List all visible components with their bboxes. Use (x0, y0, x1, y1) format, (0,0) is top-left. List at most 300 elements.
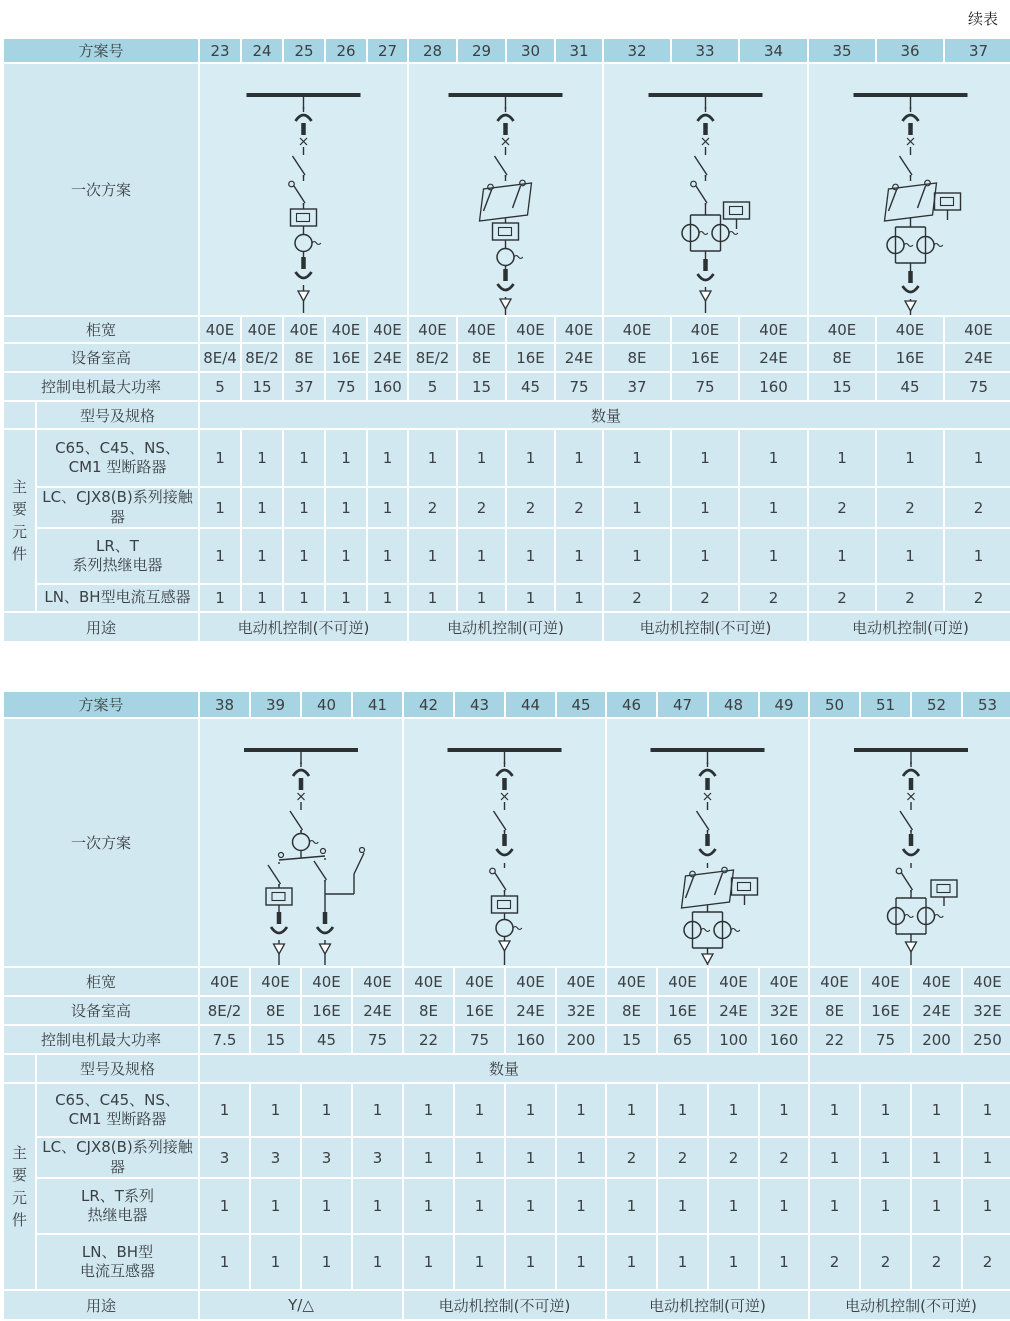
value-cell-equipment_room_height: 16E (657, 996, 708, 1025)
component-quantity-cell: 1 (944, 429, 1010, 487)
motor-control-reversible-2ct-icon (810, 65, 1010, 315)
component-quantity-cell: 1 (408, 584, 457, 612)
component-label: LR、T 系列热继电器 (36, 528, 199, 584)
value-cell-equipment_room_height: 24E (739, 343, 808, 372)
row-label-usage: 用途 (3, 612, 199, 642)
component-quantity-cell: 1 (708, 1083, 759, 1137)
component-quantity-cell: 1 (556, 1137, 606, 1178)
value-cell-cabinet_width: 40E (671, 316, 739, 343)
value-cell-equipment_room_height: 8E/2 (199, 996, 250, 1025)
diagram-cell-motor-control-nonreversible-2ct (603, 63, 808, 316)
diagram-cell-motor-control-reversible-2ct (808, 63, 1010, 316)
row-label-equipment_room_height: 设备室高 (3, 343, 199, 372)
component-quantity-cell: 3 (199, 1137, 250, 1178)
component-quantity-cell: 1 (241, 487, 283, 528)
value-cell-max_motor_power: 5 (199, 372, 241, 401)
scheme-number: 27 (367, 38, 408, 63)
component-quantity-cell: 1 (708, 1234, 759, 1290)
main-components-vertical-label: 主 要 元 件 (3, 1083, 36, 1290)
value-cell-equipment_room_height: 8E (809, 996, 860, 1025)
component-quantity-cell: 1 (759, 1178, 809, 1234)
component-quantity-cell: 1 (944, 528, 1010, 584)
component-quantity-cell: 2 (860, 1234, 911, 1290)
component-quantity-cell: 1 (759, 1234, 809, 1290)
component-quantity-cell: 1 (454, 1234, 505, 1290)
motor-control-reversible-2ct-b-icon (608, 720, 807, 965)
value-cell-max_motor_power: 45 (876, 372, 944, 401)
usage-cell: 电动机控制(可逆) (808, 612, 1010, 642)
motor-control-nonreversible-2ct-icon (605, 65, 806, 315)
scheme-number: 44 (505, 691, 556, 718)
value-cell-max_motor_power: 75 (325, 372, 367, 401)
component-quantity-cell: 2 (739, 584, 808, 612)
value-cell-equipment_room_height: 24E (367, 343, 408, 372)
component-quantity-cell: 2 (962, 1234, 1010, 1290)
scheme-number: 42 (403, 691, 454, 718)
component-quantity-cell: 2 (657, 1137, 708, 1178)
value-cell-equipment_room_height: 32E (759, 996, 809, 1025)
schemes-23-37 (2, 37, 1010, 643)
value-cell-cabinet_width: 40E (944, 316, 1010, 343)
component-quantity-cell: 2 (457, 487, 506, 528)
component-quantity-cell: 2 (876, 584, 944, 612)
value-cell-equipment_room_height: 8E (457, 343, 506, 372)
value-cell-cabinet_width: 40E (606, 967, 657, 996)
component-quantity-cell: 1 (367, 429, 408, 487)
value-cell-max_motor_power: 22 (809, 1025, 860, 1054)
scheme-number: 29 (457, 38, 506, 63)
component-quantity-cell: 3 (352, 1137, 403, 1178)
component-quantity-cell: 1 (603, 487, 671, 528)
component-quantity-cell: 1 (199, 528, 241, 584)
component-quantity-cell: 1 (283, 429, 325, 487)
component-label: LR、T系列 热继电器 (36, 1178, 199, 1234)
component-quantity-cell: 1 (403, 1083, 454, 1137)
value-cell-cabinet_width: 40E (860, 967, 911, 996)
value-cell-cabinet_width: 40E (506, 316, 555, 343)
motor-control-nonreversible-icon (201, 65, 406, 315)
value-cell-equipment_room_height: 24E (911, 996, 962, 1025)
component-quantity-cell: 1 (325, 487, 367, 528)
scheme-number: 53 (962, 691, 1010, 718)
value-cell-max_motor_power: 5 (408, 372, 457, 401)
schemes-38-53 (2, 690, 1010, 1321)
component-label: LN、BH型 电流互感器 (36, 1234, 199, 1290)
scheme-number: 52 (911, 691, 962, 718)
value-cell-cabinet_width: 40E (962, 967, 1010, 996)
value-cell-cabinet_width: 40E (352, 967, 403, 996)
component-quantity-cell: 1 (671, 429, 739, 487)
value-cell-equipment_room_height: 16E (325, 343, 367, 372)
component-quantity-cell: 2 (759, 1137, 809, 1178)
scheme-number: 49 (759, 691, 809, 718)
scheme-number: 33 (671, 38, 739, 63)
value-cell-max_motor_power: 15 (808, 372, 876, 401)
spacer-cell (3, 401, 36, 429)
diagram-cell-motor-control-nonreversible (199, 63, 408, 316)
component-quantity-cell: 1 (250, 1178, 301, 1234)
motor-control-nonreversible-b-icon (405, 720, 604, 965)
value-cell-cabinet_width: 40E (809, 967, 860, 996)
row-label-scheme-no: 方案号 (3, 691, 199, 718)
value-cell-cabinet_width: 40E (241, 316, 283, 343)
scheme-number: 28 (408, 38, 457, 63)
value-cell-max_motor_power: 160 (759, 1025, 809, 1054)
component-quantity-cell: 2 (408, 487, 457, 528)
component-quantity-cell: 1 (199, 584, 241, 612)
component-quantity-cell: 1 (457, 429, 506, 487)
scheme-number: 39 (250, 691, 301, 718)
component-quantity-cell: 1 (860, 1083, 911, 1137)
component-quantity-cell: 1 (241, 429, 283, 487)
value-cell-equipment_room_height: 8E (403, 996, 454, 1025)
scheme-number: 47 (657, 691, 708, 718)
component-quantity-cell: 1 (352, 1234, 403, 1290)
scheme-number: 25 (283, 38, 325, 63)
component-quantity-cell: 1 (657, 1178, 708, 1234)
component-quantity-cell: 1 (454, 1083, 505, 1137)
value-cell-equipment_room_height: 8E (283, 343, 325, 372)
value-cell-equipment_room_height: 24E (505, 996, 556, 1025)
value-cell-equipment_room_height: 8E (250, 996, 301, 1025)
value-cell-equipment_room_height: 8E/4 (199, 343, 241, 372)
component-quantity-cell: 1 (250, 1234, 301, 1290)
component-quantity-cell: 1 (506, 584, 555, 612)
component-quantity-cell: 1 (301, 1178, 352, 1234)
component-quantity-cell: 1 (241, 584, 283, 612)
component-quantity-cell: 1 (454, 1178, 505, 1234)
value-cell-cabinet_width: 40E (301, 967, 352, 996)
value-cell-cabinet_width: 40E (555, 316, 603, 343)
usage-cell: 电动机控制(可逆) (606, 1290, 809, 1320)
component-quantity-cell: 2 (506, 487, 555, 528)
value-cell-max_motor_power: 100 (708, 1025, 759, 1054)
component-quantity-cell: 1 (671, 487, 739, 528)
value-cell-cabinet_width: 40E (457, 316, 506, 343)
component-quantity-cell: 1 (708, 1178, 759, 1234)
scheme-number: 24 (241, 38, 283, 63)
component-quantity-cell: 1 (505, 1178, 556, 1234)
component-quantity-cell: 1 (505, 1083, 556, 1137)
component-quantity-cell: 1 (860, 1178, 911, 1234)
motor-control-reversible-icon (410, 65, 601, 315)
value-cell-equipment_room_height: 16E (454, 996, 505, 1025)
value-cell-max_motor_power: 15 (241, 372, 283, 401)
scheme-number: 43 (454, 691, 505, 718)
row-label-usage: 用途 (3, 1290, 199, 1320)
scheme-number: 26 (325, 38, 367, 63)
component-quantity-cell: 1 (325, 584, 367, 612)
scheme-number: 46 (606, 691, 657, 718)
component-quantity-cell: 1 (506, 528, 555, 584)
scheme-number: 30 (506, 38, 555, 63)
component-quantity-cell: 2 (944, 584, 1010, 612)
value-cell-cabinet_width: 40E (808, 316, 876, 343)
component-quantity-cell: 1 (671, 528, 739, 584)
value-cell-equipment_room_height: 16E (301, 996, 352, 1025)
value-cell-max_motor_power: 7.5 (199, 1025, 250, 1054)
value-cell-max_motor_power: 75 (352, 1025, 403, 1054)
row-label-max_motor_power: 控制电机最大功率 (3, 372, 199, 401)
value-cell-cabinet_width: 40E (759, 967, 809, 996)
component-quantity-cell: 1 (199, 1178, 250, 1234)
component-quantity-cell: 1 (556, 1178, 606, 1234)
component-quantity-cell: 1 (739, 429, 808, 487)
value-cell-max_motor_power: 75 (555, 372, 603, 401)
value-cell-max_motor_power: 250 (962, 1025, 1010, 1054)
row-label-cabinet_width: 柜宽 (3, 967, 199, 996)
component-quantity-cell: 1 (911, 1178, 962, 1234)
row-label-primary-scheme: 一次方案 (3, 718, 199, 967)
component-label: LC、CJX8(B)系列接触器 (36, 487, 199, 528)
component-quantity-cell: 1 (408, 528, 457, 584)
component-quantity-cell: 1 (199, 429, 241, 487)
value-cell-max_motor_power: 160 (505, 1025, 556, 1054)
scheme-number: 31 (555, 38, 603, 63)
component-quantity-cell: 1 (962, 1137, 1010, 1178)
component-label: LN、BH型电流互感器 (36, 584, 199, 612)
value-cell-cabinet_width: 40E (283, 316, 325, 343)
component-quantity-cell: 1 (657, 1083, 708, 1137)
component-quantity-cell: 1 (403, 1178, 454, 1234)
value-cell-equipment_room_height: 32E (962, 996, 1010, 1025)
component-quantity-cell: 1 (367, 584, 408, 612)
scheme-number: 51 (860, 691, 911, 718)
component-quantity-cell: 1 (911, 1083, 962, 1137)
row-label-scheme-no: 方案号 (3, 38, 199, 63)
component-quantity-cell: 1 (876, 429, 944, 487)
component-quantity-cell: 3 (301, 1137, 352, 1178)
usage-cell: 电动机控制(不可逆) (403, 1290, 606, 1320)
value-cell-equipment_room_height: 8E/2 (241, 343, 283, 372)
value-cell-max_motor_power: 75 (454, 1025, 505, 1054)
quantity-cell (809, 1054, 1010, 1083)
component-quantity-cell: 2 (555, 487, 603, 528)
value-cell-equipment_room_height: 16E (506, 343, 555, 372)
value-cell-max_motor_power: 160 (739, 372, 808, 401)
scheme-number: 37 (944, 38, 1010, 63)
usage-cell: Y/△ (199, 1290, 403, 1320)
scheme-table-top (2, 37, 1008, 643)
component-quantity-cell: 1 (603, 429, 671, 487)
row-label-model-spec: 型号及规格 (36, 1054, 199, 1083)
diagram-cell-motor-control-reversible-2ct-b (606, 718, 809, 967)
component-quantity-cell: 1 (556, 1234, 606, 1290)
value-cell-max_motor_power: 200 (911, 1025, 962, 1054)
value-cell-cabinet_width: 40E (408, 316, 457, 343)
component-quantity-cell: 1 (505, 1137, 556, 1178)
value-cell-equipment_room_height: 24E (944, 343, 1010, 372)
value-cell-max_motor_power: 37 (603, 372, 671, 401)
component-quantity-cell: 1 (556, 1083, 606, 1137)
component-quantity-cell: 2 (808, 584, 876, 612)
value-cell-equipment_room_height: 8E/2 (408, 343, 457, 372)
value-cell-equipment_room_height: 24E (352, 996, 403, 1025)
scheme-number: 40 (301, 691, 352, 718)
component-quantity-cell: 1 (352, 1083, 403, 1137)
component-quantity-cell: 1 (454, 1137, 505, 1178)
spacer-cell (3, 1054, 36, 1083)
continued-table-label: 续表 (967, 10, 998, 28)
component-quantity-cell: 1 (403, 1137, 454, 1178)
value-cell-cabinet_width: 40E (250, 967, 301, 996)
component-quantity-cell: 1 (301, 1234, 352, 1290)
value-cell-cabinet_width: 40E (325, 316, 367, 343)
component-quantity-cell: 1 (739, 487, 808, 528)
component-quantity-cell: 1 (367, 528, 408, 584)
component-quantity-cell: 1 (606, 1234, 657, 1290)
component-quantity-cell: 1 (301, 1083, 352, 1137)
scheme-number: 32 (603, 38, 671, 63)
value-cell-equipment_room_height: 32E (556, 996, 606, 1025)
scheme-number: 41 (352, 691, 403, 718)
scheme-number: 45 (556, 691, 606, 718)
value-cell-max_motor_power: 75 (944, 372, 1010, 401)
value-cell-equipment_room_height: 8E (808, 343, 876, 372)
component-quantity-cell: 2 (671, 584, 739, 612)
component-quantity-cell: 1 (199, 1083, 250, 1137)
component-quantity-cell: 1 (283, 487, 325, 528)
row-label-primary-scheme: 一次方案 (3, 63, 199, 316)
quantity-cell: 数量 (199, 1054, 809, 1083)
value-cell-equipment_room_height: 8E (603, 343, 671, 372)
component-quantity-cell: 1 (352, 1178, 403, 1234)
value-cell-equipment_room_height: 8E (606, 996, 657, 1025)
component-quantity-cell: 2 (876, 487, 944, 528)
component-quantity-cell: 1 (325, 429, 367, 487)
component-quantity-cell: 2 (603, 584, 671, 612)
value-cell-max_motor_power: 200 (556, 1025, 606, 1054)
value-cell-equipment_room_height: 24E (708, 996, 759, 1025)
value-cell-cabinet_width: 40E (911, 967, 962, 996)
value-cell-cabinet_width: 40E (876, 316, 944, 343)
value-cell-max_motor_power: 75 (671, 372, 739, 401)
component-quantity-cell: 1 (808, 429, 876, 487)
scheme-number: 35 (808, 38, 876, 63)
value-cell-cabinet_width: 40E (739, 316, 808, 343)
component-quantity-cell: 1 (809, 1178, 860, 1234)
component-quantity-cell: 2 (808, 487, 876, 528)
component-label: C65、C45、NS、 CM1 型断路器 (36, 429, 199, 487)
component-quantity-cell: 1 (860, 1137, 911, 1178)
value-cell-cabinet_width: 40E (708, 967, 759, 996)
value-cell-max_motor_power: 160 (367, 372, 408, 401)
usage-cell: 电动机控制(不可逆) (603, 612, 808, 642)
component-quantity-cell: 1 (555, 528, 603, 584)
value-cell-max_motor_power: 15 (250, 1025, 301, 1054)
component-label: LC、CJX8(B)系列接触器 (36, 1137, 199, 1178)
value-cell-cabinet_width: 40E (367, 316, 408, 343)
component-quantity-cell: 3 (250, 1137, 301, 1178)
component-quantity-cell: 1 (962, 1083, 1010, 1137)
value-cell-cabinet_width: 40E (403, 967, 454, 996)
component-quantity-cell: 1 (808, 528, 876, 584)
component-quantity-cell: 1 (367, 487, 408, 528)
quantity-cell: 数量 (199, 401, 1010, 429)
scheme-number: 23 (199, 38, 241, 63)
value-cell-cabinet_width: 40E (556, 967, 606, 996)
component-quantity-cell: 1 (457, 584, 506, 612)
component-quantity-cell: 1 (809, 1083, 860, 1137)
component-quantity-cell: 1 (457, 528, 506, 584)
motor-control-nonreversible-2ct-b-icon (811, 720, 1010, 965)
component-quantity-cell: 1 (962, 1178, 1010, 1234)
component-quantity-cell: 1 (555, 584, 603, 612)
diagram-cell-motor-control-reversible (408, 63, 603, 316)
component-quantity-cell: 1 (876, 528, 944, 584)
component-quantity-cell: 1 (759, 1083, 809, 1137)
value-cell-equipment_room_height: 16E (671, 343, 739, 372)
row-label-cabinet_width: 柜宽 (3, 316, 199, 343)
scheme-number: 50 (809, 691, 860, 718)
component-quantity-cell: 1 (241, 528, 283, 584)
value-cell-max_motor_power: 45 (506, 372, 555, 401)
value-cell-equipment_room_height: 16E (860, 996, 911, 1025)
component-quantity-cell: 2 (708, 1137, 759, 1178)
value-cell-cabinet_width: 40E (505, 967, 556, 996)
star-delta-starter-icon (201, 720, 401, 965)
row-label-max_motor_power: 控制电机最大功率 (3, 1025, 199, 1054)
value-cell-cabinet_width: 40E (657, 967, 708, 996)
scheme-table-bottom (2, 690, 1008, 1321)
value-cell-max_motor_power: 65 (657, 1025, 708, 1054)
component-quantity-cell: 1 (408, 429, 457, 487)
component-quantity-cell: 1 (283, 584, 325, 612)
value-cell-cabinet_width: 40E (603, 316, 671, 343)
component-quantity-cell: 1 (199, 1234, 250, 1290)
scheme-number: 34 (739, 38, 808, 63)
component-quantity-cell: 1 (199, 487, 241, 528)
value-cell-max_motor_power: 15 (606, 1025, 657, 1054)
component-quantity-cell: 1 (403, 1234, 454, 1290)
component-quantity-cell: 1 (325, 528, 367, 584)
component-quantity-cell: 2 (809, 1234, 860, 1290)
component-quantity-cell: 1 (809, 1137, 860, 1178)
component-quantity-cell: 1 (657, 1234, 708, 1290)
component-label: C65、C45、NS、 CM1 型断路器 (36, 1083, 199, 1137)
value-cell-max_motor_power: 75 (860, 1025, 911, 1054)
diagram-cell-star-delta-starter (199, 718, 403, 967)
row-label-model-spec: 型号及规格 (36, 401, 199, 429)
component-quantity-cell: 1 (606, 1178, 657, 1234)
value-cell-cabinet_width: 40E (199, 316, 241, 343)
scheme-number: 36 (876, 38, 944, 63)
component-quantity-cell: 1 (606, 1083, 657, 1137)
scheme-number: 38 (199, 691, 250, 718)
usage-cell: 电动机控制(可逆) (408, 612, 603, 642)
scheme-number: 48 (708, 691, 759, 718)
usage-cell: 电动机控制(不可逆) (809, 1290, 1010, 1320)
component-quantity-cell: 1 (739, 528, 808, 584)
component-quantity-cell: 2 (911, 1234, 962, 1290)
value-cell-max_motor_power: 22 (403, 1025, 454, 1054)
row-label-equipment_room_height: 设备室高 (3, 996, 199, 1025)
value-cell-cabinet_width: 40E (454, 967, 505, 996)
value-cell-max_motor_power: 37 (283, 372, 325, 401)
component-quantity-cell: 1 (555, 429, 603, 487)
usage-cell: 电动机控制(不可逆) (199, 612, 408, 642)
component-quantity-cell: 1 (505, 1234, 556, 1290)
diagram-cell-motor-control-nonreversible-2ct-b (809, 718, 1010, 967)
component-quantity-cell: 1 (283, 528, 325, 584)
diagram-cell-motor-control-nonreversible-b (403, 718, 606, 967)
value-cell-cabinet_width: 40E (199, 967, 250, 996)
component-quantity-cell: 1 (911, 1137, 962, 1178)
component-quantity-cell: 1 (603, 528, 671, 584)
value-cell-max_motor_power: 45 (301, 1025, 352, 1054)
component-quantity-cell: 1 (506, 429, 555, 487)
value-cell-max_motor_power: 15 (457, 372, 506, 401)
